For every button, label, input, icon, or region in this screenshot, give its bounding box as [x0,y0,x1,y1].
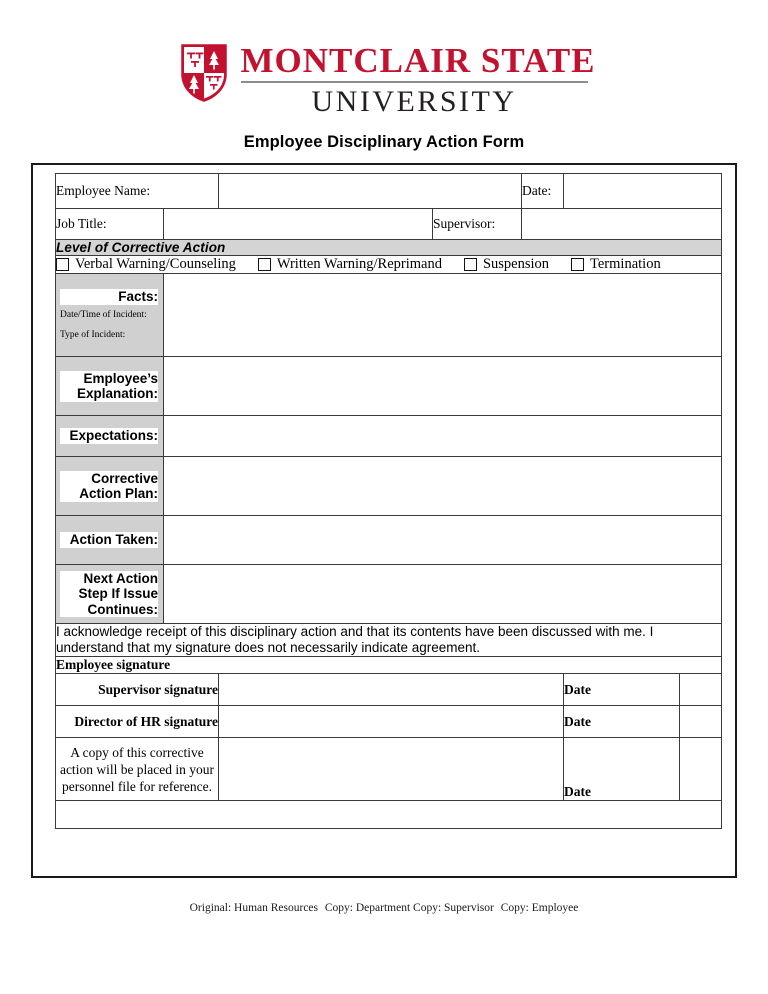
corrective-action-options-cell [56,256,722,274]
checkbox-box-icon[interactable] [56,258,69,271]
next-step-input[interactable] [164,565,722,624]
corrective-plan-label-cell [56,457,164,516]
facts-sublabel-datetime: Date/Time of Incident: [60,309,147,320]
checkbox-box-icon[interactable] [464,258,477,271]
copy-note-date-label: Date [564,738,680,801]
corrective-plan-input[interactable] [164,457,722,516]
facts-input[interactable] [164,274,722,357]
supervisor-signature-label: Supervisor signature [56,674,219,706]
date-label: Date: [522,174,564,209]
supervisor-date-input[interactable] [680,674,722,706]
row-employee-explanation [56,357,722,416]
wordmark-line-1: MONTCLAIR STATE [240,41,596,80]
job-title-label: Job Title: [56,209,164,240]
supervisor-signature-input[interactable] [219,674,564,706]
action-taken-input[interactable] [164,516,722,565]
hr-signature-label: Director of HR signature [56,706,219,738]
hr-date-input[interactable] [680,706,722,738]
hr-signature-input[interactable] [219,706,564,738]
row-corrective-action-plan [56,457,722,516]
supervisor-input[interactable] [522,209,722,240]
row-acknowledgment [56,624,722,657]
employee-name-label: Employee Name: [56,174,219,209]
explanation-input[interactable] [164,357,722,416]
corrective-action-checkbox-list [56,256,721,273]
facts-sublabel-type: Type of Incident: [60,329,126,340]
footer-part-employee: Copy: Employee [500,902,579,914]
row-next-action-step [56,565,722,624]
checkbox-termination[interactable] [571,256,661,273]
checkbox-label: Verbal Warning/Counseling [75,256,236,272]
checkbox-box-icon[interactable] [258,258,271,271]
row-expectations [56,416,722,457]
university-masthead [0,42,768,120]
row-corrective-action-banner [56,240,722,256]
next-step-label-inner [56,567,163,622]
level-of-corrective-action-banner: Level of Corrective Action [56,240,722,256]
expectations-label-cell [56,416,164,457]
corrective-plan-label-inner [56,467,163,506]
checkbox-label: Termination [590,256,661,272]
copy-note-line-3: personnel file for reference. [62,778,212,794]
row-action-taken [56,516,722,565]
checkbox-verbal-warning[interactable] [56,256,236,273]
action-taken-label: Action Taken: [60,532,158,548]
copy-note-line-1: A copy of this corrective [70,744,204,760]
employee-signature-label: Employee signature [56,657,722,674]
expectations-input[interactable] [164,416,722,457]
distribution-footer [0,902,768,914]
next-step-label-line-1: Next Action [60,571,158,587]
footer-part-department: Copy: Department Copy: Supervisor [324,902,494,914]
facts-label-cell [56,274,164,357]
row-supervisor-signature [56,674,722,706]
date-input[interactable] [564,174,722,209]
explanation-label-line-1: Employee’s [60,371,158,387]
page-title: Employee Disciplinary Action Form [243,133,525,151]
corrective-plan-label-line-2: Action Plan: [60,486,158,502]
copy-note-date-input[interactable] [680,738,722,801]
checkbox-written-warning[interactable] [258,256,442,273]
supervisor-date-label: Date [564,674,680,706]
row-copy-note [56,738,722,801]
checkbox-label: Suspension [482,256,550,272]
expectations-label-inner [56,424,163,448]
wordmark-divider [241,81,588,83]
explanation-label-inner [56,367,163,406]
row-corrective-action-options [56,256,722,274]
corrective-plan-label-line-1: Corrective [60,471,158,487]
row-facts [56,274,722,357]
hr-date-label: Date [564,706,680,738]
explanation-label-line-2: Explanation: [60,386,158,402]
supervisor-label: Supervisor: [433,209,522,240]
footer-part-original: Original: Human Resources [189,902,319,914]
checkbox-box-icon[interactable] [571,258,584,271]
logo-row [0,42,768,118]
row-job-title [56,209,722,240]
facts-label: Facts: [60,289,158,305]
copy-note-signature-input[interactable] [219,738,564,801]
action-taken-label-cell [56,516,164,565]
acknowledgment-text: I acknowledge receipt of this disciplinary action and that its contents have been discussed with me. I understand that my signature does not necessarily indicate agreement. [56,624,722,657]
explanation-label-cell [56,357,164,416]
job-title-input[interactable] [164,209,433,240]
wordmark [240,41,596,118]
checkbox-label: Written Warning/Reprimand [276,256,442,272]
checkbox-suspension[interactable] [464,256,549,273]
row-trailing-blank [56,801,722,829]
employee-name-input[interactable] [219,174,522,209]
action-taken-label-inner [56,528,163,552]
wordmark-line-2: UNIVERSITY [311,85,517,118]
montclair-shield-icon [181,44,227,102]
trailing-blank-cell [56,801,722,829]
next-step-label-line-2: Step If Issue [60,586,158,602]
facts-label-inner [56,285,163,345]
next-step-label-cell [56,565,164,624]
row-employee-signature [56,657,722,674]
copy-note-line-2: action will be placed in your [59,761,215,777]
copy-note-cell [56,738,219,801]
row-hr-signature [56,706,722,738]
next-step-label-line-3: Continues: [60,602,158,618]
expectations-label: Expectations: [60,428,158,444]
disciplinary-action-form-table [55,173,722,829]
row-employee-name [56,174,722,209]
